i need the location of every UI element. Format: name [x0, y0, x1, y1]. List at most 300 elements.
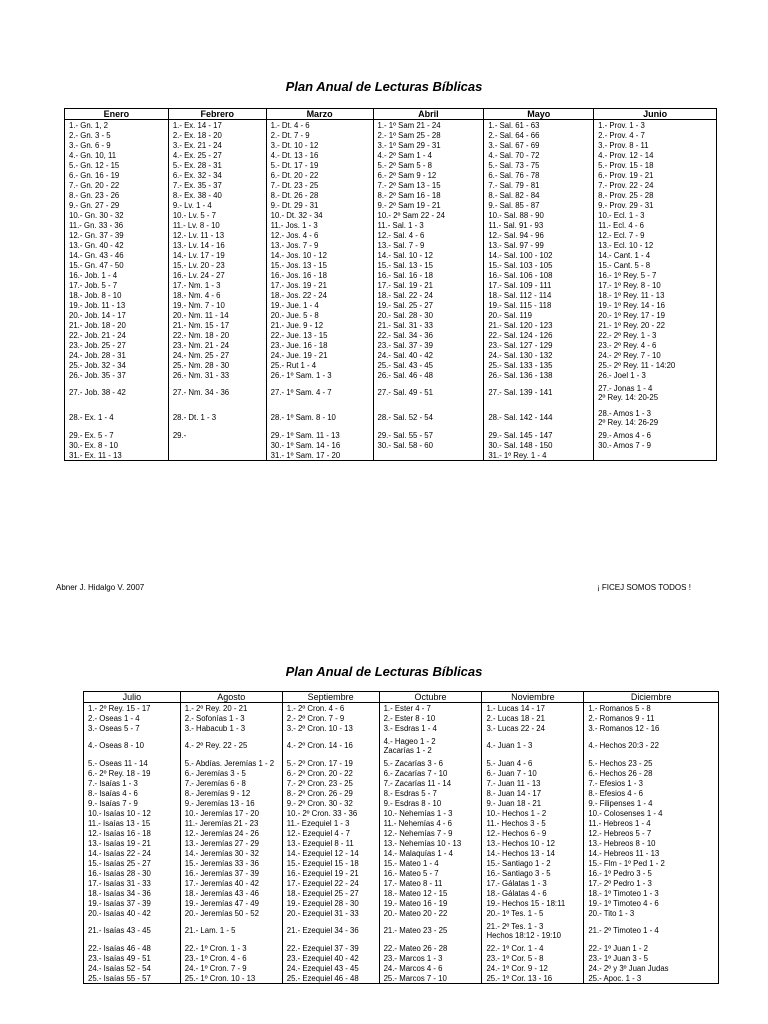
reading-cell: 7.- 2º Cron. 23 - 25 [282, 778, 379, 788]
reading-cell: 10.- Colosenses 1 - 4 [584, 808, 719, 818]
author-credit: Abner J. Hidalgo V. 2007 [56, 583, 145, 592]
reading-cell: 3.- Romanos 12 - 16 [584, 723, 719, 733]
reading-cell: 22.- Jue. 13 - 15 [266, 330, 373, 340]
reading-cell: 19.- Sal. 25 - 27 [373, 300, 484, 310]
reading-cell: 11.- Sal. 91 - 93 [484, 220, 594, 230]
reading-cell: 20.- Jeremías 50 - 52 [180, 908, 282, 918]
reading-cell: 18.- Jeremías 43 - 46 [180, 888, 282, 898]
reading-cell: 26.- Sal. 46 - 48 [373, 370, 484, 380]
reading-cell: 2.- Gn. 3 - 5 [65, 130, 169, 140]
reading-cell: 1.- 2º Cron. 4 - 6 [282, 703, 379, 714]
reading-cell: 5.- Zacarías 3 - 6 [379, 758, 482, 768]
reading-cell: 1.- Ex. 14 - 17 [168, 120, 266, 131]
reading-cell: 7.- Dt. 23 - 25 [266, 180, 373, 190]
table-row [65, 320, 717, 330]
reading-cell: 14.- Lv. 17 - 19 [168, 250, 266, 260]
reading-cell: 23.- Ezequiel 40 - 42 [282, 953, 379, 963]
reading-cell: 5.- Hechos 23 - 25 [584, 758, 719, 768]
page-title-1: Plan Anual de Lecturas Bíblicas [285, 79, 483, 94]
reading-cell: 27.- Sal. 139 - 141 [484, 380, 594, 405]
reading-cell: 9.- 2º Sam 19 - 21 [373, 200, 484, 210]
reading-cell: 17.- Mateo 8 - 11 [379, 878, 482, 888]
reading-cell: 11.- Hebreos 1 - 4 [584, 818, 719, 828]
reading-cell: 13.- Jeremías 27 - 29 [180, 838, 282, 848]
reading-cell: 25.- Marcos 7 - 10 [379, 973, 482, 984]
table-row [65, 300, 717, 310]
reading-cell: 18.- 1º Timoteo 1 - 3 [584, 888, 719, 898]
reading-cell: 6.- Gn. 16 - 19 [65, 170, 169, 180]
reading-cell: 5.- Ex. 28 - 31 [168, 160, 266, 170]
reading-cell: 5.- Prov. 15 - 18 [594, 160, 717, 170]
table-row [84, 858, 719, 868]
reading-cell: 10.- 2º Cron. 33 - 36 [282, 808, 379, 818]
reading-cell: 15.- Mateo 1 - 4 [379, 858, 482, 868]
reading-cell: 30.- Ex. 8 - 10 [65, 440, 169, 450]
reading-cell: 11.- Ecl. 4 - 6 [594, 220, 717, 230]
reading-cell [168, 440, 266, 450]
reading-cell: 20.- Sal. 119 [484, 310, 594, 320]
table-row [84, 713, 719, 723]
reading-cell: 12.- Isaías 16 - 18 [84, 828, 181, 838]
reading-cell: 30.- Sal. 58 - 60 [373, 440, 484, 450]
reading-cell [373, 450, 484, 461]
table-row [65, 250, 717, 260]
reading-cell: 10.- Sal. 88 - 90 [484, 210, 594, 220]
reading-cell: 7.- Sal. 79 - 81 [484, 180, 594, 190]
reading-cell: 20.- Sal. 28 - 30 [373, 310, 484, 320]
reading-cell: 14.- Malaquías 1 - 4 [379, 848, 482, 858]
reading-cell: 24.- Nm. 25 - 27 [168, 350, 266, 360]
reading-cell: 16.- Jeremías 37 - 39 [180, 868, 282, 878]
reading-cell: 18.- Jos. 22 - 24 [266, 290, 373, 300]
reading-cell: 13.- Nehemías 10 - 13 [379, 838, 482, 848]
table-header-row [84, 692, 719, 703]
reading-cell: 21.- Sal. 31 - 33 [373, 320, 484, 330]
reading-cell: 25.- Sal. 43 - 45 [373, 360, 484, 370]
reading-cell: 25.- Isaías 55 - 57 [84, 973, 181, 984]
reading-cell: 13.- Ecl. 10 - 12 [594, 240, 717, 250]
reading-cell: 12.- Hebreos 5 - 7 [584, 828, 719, 838]
reading-cell: 10.- Jeremías 17 - 20 [180, 808, 282, 818]
month-header: Diciembre [584, 692, 719, 703]
reading-cell: 20.- 1º Rey. 17 - 19 [594, 310, 717, 320]
reading-cell: 7.- Prov. 22 - 24 [594, 180, 717, 190]
table-row [65, 130, 717, 140]
reading-cell: 24.- Isaías 52 - 54 [84, 963, 181, 973]
reading-cell: 3.- Gn. 6 - 9 [65, 140, 169, 150]
table-row [84, 898, 719, 908]
reading-cell: 10.- Ecl. 1 - 3 [594, 210, 717, 220]
reading-cell: 4.- Sal. 70 - 72 [484, 150, 594, 160]
reading-cell: 16.- Santiago 3 - 5 [482, 868, 584, 878]
reading-cell: 2.- 2º Cron. 7 - 9 [282, 713, 379, 723]
reading-cell: 5.- Dt. 17 - 19 [266, 160, 373, 170]
reading-cell: 24.- 1º Cor. 9 - 12 [482, 963, 584, 973]
reading-cell: 17.- Job. 5 - 7 [65, 280, 169, 290]
reading-cell: 20.- Nm. 11 - 14 [168, 310, 266, 320]
reading-cell: 17.- Gálatas 1 - 3 [482, 878, 584, 888]
reading-cell: 21.- Lam. 1 - 5 [180, 918, 282, 943]
reading-cell: 3.- 1º Sam 29 - 31 [373, 140, 484, 150]
reading-cell: 9.- Sal. 85 - 87 [484, 200, 594, 210]
reading-cell: 19.- Hechos 15 - 18:11 [482, 898, 584, 908]
table-row [65, 430, 717, 440]
reading-cell: 21.- Job. 18 - 20 [65, 320, 169, 330]
reading-cell: 20.- Mateo 20 - 22 [379, 908, 482, 918]
reading-cell: 21.- 2º Tes. 1 - 3 Hechos 18:12 - 19:10 [482, 918, 584, 943]
month-header: Julio [84, 692, 181, 703]
reading-cell: 5.- Sal. 73 - 75 [484, 160, 594, 170]
reading-cell: 25.- Ezequiel 46 - 48 [282, 973, 379, 984]
reading-cell: 13.- Lv. 14 - 16 [168, 240, 266, 250]
table-row [65, 190, 717, 200]
reading-cell: 4.- Dt. 13 - 16 [266, 150, 373, 160]
reading-cell: 16.- 1º Rey. 5 - 7 [594, 270, 717, 280]
reading-cell: 14.- Gn. 43 - 46 [65, 250, 169, 260]
reading-cell: 9.- Dt. 29 - 31 [266, 200, 373, 210]
table-row [65, 140, 717, 150]
table-row [84, 818, 719, 828]
table-row [65, 260, 717, 270]
reading-cell: 4.- 2º Rey. 22 - 25 [180, 733, 282, 758]
reading-cell: 22.- Isaías 46 - 48 [84, 943, 181, 953]
reading-cell: 20.- Jue. 5 - 8 [266, 310, 373, 320]
reading-cell: 14.- Jos. 10 - 12 [266, 250, 373, 260]
reading-cell: 3.- Oseas 5 - 7 [84, 723, 181, 733]
reading-cell: 18.- Gálatas 4 - 6 [482, 888, 584, 898]
reading-cell: 12.- Sal. 94 - 96 [484, 230, 594, 240]
reading-cell: 2.- Oseas 1 - 4 [84, 713, 181, 723]
reading-cell: 20.- 1º Tes. 1 - 5 [482, 908, 584, 918]
table-row [84, 908, 719, 918]
reading-cell: 13.- Gn. 40 - 42 [65, 240, 169, 250]
reading-cell: 25.- 1º Cron. 10 - 13 [180, 973, 282, 984]
reading-cell: 13.- Sal. 97 - 99 [484, 240, 594, 250]
reading-cell: 11.- Lv. 8 - 10 [168, 220, 266, 230]
month-header: Febrero [168, 109, 266, 120]
reading-cell: 19.- Job. 11 - 13 [65, 300, 169, 310]
reading-cell: 29.- 1º Sam. 11 - 13 [266, 430, 373, 440]
reading-cell: 23.- 1º Cron. 4 - 6 [180, 953, 282, 963]
reading-cell: 26.- 1º Sam. 1 - 3 [266, 370, 373, 380]
reading-cell: 17.- 1º Rey. 8 - 10 [594, 280, 717, 290]
reading-cell [594, 450, 717, 461]
reading-cell: 20.- Tito 1 - 3 [584, 908, 719, 918]
reading-cell: 4.- Hechos 20:3 - 22 [584, 733, 719, 758]
reading-cell: 2.- Prov. 4 - 7 [594, 130, 717, 140]
reading-cell: 10.- Lv. 5 - 7 [168, 210, 266, 220]
table-row [65, 280, 717, 290]
month-header: Noviembre [482, 692, 584, 703]
table-row [84, 808, 719, 818]
table-row [84, 963, 719, 973]
reading-cell: 25.- Sal. 133 - 135 [484, 360, 594, 370]
reading-cell: 22.- Sal. 34 - 36 [373, 330, 484, 340]
reading-cell: 8.- Gn. 23 - 26 [65, 190, 169, 200]
reading-cell: 16.- Ezequiel 19 - 21 [282, 868, 379, 878]
table-row [84, 918, 719, 943]
reading-cell: 13.- Ezequiel 8 - 11 [282, 838, 379, 848]
reading-cell: 27.- Nm. 34 - 36 [168, 380, 266, 405]
reading-cell: 20.- Ezequiel 31 - 33 [282, 908, 379, 918]
reading-cell: 1.- Lucas 14 - 17 [482, 703, 584, 714]
reading-cell: 22.- 1º Cron. 1 - 3 [180, 943, 282, 953]
reading-cell: 27.- Job. 38 - 42 [65, 380, 169, 405]
reading-cell: 21.- 1º Rey. 20 - 22 [594, 320, 717, 330]
reading-cell: 27.- 1º Sam. 4 - 7 [266, 380, 373, 405]
table-header-row [65, 109, 717, 120]
reading-cell: 26.- Job. 35 - 37 [65, 370, 169, 380]
reading-cell: 18.- Sal. 112 - 114 [484, 290, 594, 300]
table-row [84, 838, 719, 848]
reading-cell: 16.- 1º Pedro 3 - 5 [584, 868, 719, 878]
reading-cell: 23.- Sal. 37 - 39 [373, 340, 484, 350]
reading-cell: 29.- Amos 4 - 6 [594, 430, 717, 440]
reading-cell: 22.- Job. 21 - 24 [65, 330, 169, 340]
reading-cell: 3.- Ex. 21 - 24 [168, 140, 266, 150]
reading-cell: 19.- Ezequiel 28 - 30 [282, 898, 379, 908]
table-row [65, 180, 717, 190]
month-header: Mayo [484, 109, 594, 120]
table-row [84, 868, 719, 878]
reading-cell: 22.- 1º Cor. 1 - 4 [482, 943, 584, 953]
reading-cell: 24.- Jue. 19 - 21 [266, 350, 373, 360]
reading-cell: 1.- Sal. 61 - 63 [484, 120, 594, 131]
reading-cell: 1.- Prov. 1 - 3 [594, 120, 717, 131]
reading-cell: 10.- Nehemías 1 - 3 [379, 808, 482, 818]
table-row [84, 723, 719, 733]
reading-cell: 11.- Jos. 1 - 3 [266, 220, 373, 230]
reading-cell: 23.- 2º Rey. 4 - 6 [594, 340, 717, 350]
reading-cell: 15.- Jeremías 33 - 36 [180, 858, 282, 868]
reading-cell: 23.- 1º Juan 3 - 5 [584, 953, 719, 963]
reading-cell: 25.- 2º Rey. 11 - 14:20 [594, 360, 717, 370]
reading-cell: 10.- Isaías 10 - 12 [84, 808, 181, 818]
reading-cell: 20.- Job. 14 - 17 [65, 310, 169, 320]
reading-cell: 1.- Ester 4 - 7 [379, 703, 482, 714]
reading-cell: 17.- Jos. 19 - 21 [266, 280, 373, 290]
reading-cell: 23.- Sal. 127 - 129 [484, 340, 594, 350]
reading-cell: 16.- Jos. 16 - 18 [266, 270, 373, 280]
reading-cell: 20.- Isaías 40 - 42 [84, 908, 181, 918]
reading-cell: 6.- Jeremías 3 - 5 [180, 768, 282, 778]
reading-cell: 18.- 1º Rey. 11 - 13 [594, 290, 717, 300]
reading-cell: 19.- Isaías 37 - 39 [84, 898, 181, 908]
reading-cell: 28.- 1º Sam. 8 - 10 [266, 405, 373, 430]
reading-cell: 16.- Job. 1 - 4 [65, 270, 169, 280]
reading-cell: 1.- Gn. 1, 2 [65, 120, 169, 131]
reading-cell: 21.- Ezequiel 34 - 36 [282, 918, 379, 943]
reading-cell: 11.- Nehemías 4 - 6 [379, 818, 482, 828]
reading-cell: 31.- 1º Rey. 1 - 4 [484, 450, 594, 461]
reading-cell: 2.- Dt. 7 - 9 [266, 130, 373, 140]
reading-cell: 9.- Esdras 8 - 10 [379, 798, 482, 808]
reading-cell: 29.- Sal. 55 - 57 [373, 430, 484, 440]
reading-cell: 21.- Nm. 15 - 17 [168, 320, 266, 330]
table-row [65, 120, 717, 131]
reading-cell: 24.- 2º y 3º Juan Judas [584, 963, 719, 973]
reading-cell: 1.- 2º Rey. 20 - 21 [180, 703, 282, 714]
reading-cell: 8.- Juan 14 - 17 [482, 788, 584, 798]
reading-cell: 29.- Sal. 145 - 147 [484, 430, 594, 440]
reading-cell: 22.- 2º Rey. 1 - 3 [594, 330, 717, 340]
reading-cell: 23.- 1º Cor. 5 - 8 [482, 953, 584, 963]
reading-cell: 15.- Sal. 13 - 15 [373, 260, 484, 270]
reading-cell: 19.- 1º Rey. 14 - 16 [594, 300, 717, 310]
reading-cell: 26.- Sal. 136 - 138 [484, 370, 594, 380]
reading-cell: 3.- Lucas 22 - 24 [482, 723, 584, 733]
reading-cell: 24.- Ezequiel 43 - 45 [282, 963, 379, 973]
reading-cell: 17.- Sal. 109 - 111 [484, 280, 594, 290]
reading-cell: 15.- Isaías 25 - 27 [84, 858, 181, 868]
reading-cell: 21.- Mateo 23 - 25 [379, 918, 482, 943]
reading-cell [168, 450, 266, 461]
reading-cell: 15.- Jos. 13 - 15 [266, 260, 373, 270]
reading-cell: 15.- Lv. 20 - 23 [168, 260, 266, 270]
table-row [65, 380, 717, 405]
reading-cell: 1.- 1º Sam 21 - 24 [373, 120, 484, 131]
reading-cell: 23.- Isaías 49 - 51 [84, 953, 181, 963]
reading-cell: 18.- Job. 8 - 10 [65, 290, 169, 300]
reading-cell: 14.- Cant. 1 - 4 [594, 250, 717, 260]
month-header: Marzo [266, 109, 373, 120]
reading-cell: 25.- Job. 32 - 34 [65, 360, 169, 370]
reading-cell: 28.- Sal. 52 - 54 [373, 405, 484, 430]
table-row [84, 828, 719, 838]
reading-cell: 16.- Sal. 16 - 18 [373, 270, 484, 280]
reading-cell: 14.- Hebreos 11 - 13 [584, 848, 719, 858]
reading-cell: 30.- 1º Sam. 14 - 16 [266, 440, 373, 450]
reading-cell: 12.- Nehemías 7 - 9 [379, 828, 482, 838]
reading-cell: 22.- Ezequiel 37 - 39 [282, 943, 379, 953]
reading-cell: 2.- Lucas 18 - 21 [482, 713, 584, 723]
reading-cell: 9.- Prov. 29 - 31 [594, 200, 717, 210]
reading-cell: 9.- 2º Cron. 30 - 32 [282, 798, 379, 808]
reading-cell: 9.- Isaías 7 - 9 [84, 798, 181, 808]
reading-cell: 14.- Isaías 22 - 24 [84, 848, 181, 858]
reading-cell: 11.- Sal. 1 - 3 [373, 220, 484, 230]
reading-cell: 2.- Sofonías 1 - 3 [180, 713, 282, 723]
reading-cell: 14.- Sal. 100 - 102 [484, 250, 594, 260]
reading-cell: 12.- Hechos 6 - 9 [482, 828, 584, 838]
reading-cell: 26.- Joel 1 - 3 [594, 370, 717, 380]
reading-cell: 7.- Efesios 1 - 3 [584, 778, 719, 788]
table-row [65, 350, 717, 360]
reading-cell: 22.- Mateo 26 - 28 [379, 943, 482, 953]
reading-cell: 14.- Hechos 13 - 14 [482, 848, 584, 858]
reading-cell: 8.- Dt. 26 - 28 [266, 190, 373, 200]
reading-cell: 24.- 1º Cron. 7 - 9 [180, 963, 282, 973]
month-header: Junio [594, 109, 717, 120]
reading-cell: 17.- Isaías 31 - 33 [84, 878, 181, 888]
reading-cell: 22.- Sal. 124 - 126 [484, 330, 594, 340]
reading-cell: 30.- Sal. 148 - 150 [484, 440, 594, 450]
reading-cell: 11.- Gn. 33 - 36 [65, 220, 169, 230]
reading-cell: 28.- Sal. 142 - 144 [484, 405, 594, 430]
reading-cell: 15.- Flm - 1º Ped 1 - 2 [584, 858, 719, 868]
reading-cell: 23.- Job. 25 - 27 [65, 340, 169, 350]
reading-cell: 7.- 2º Sam 13 - 15 [373, 180, 484, 190]
reading-cell: 5.- Juan 4 - 6 [482, 758, 584, 768]
reading-cell: 19.- Jeremías 47 - 49 [180, 898, 282, 908]
reading-cell: 12.- Gn. 37 - 39 [65, 230, 169, 240]
table-row [65, 170, 717, 180]
reading-cell: 14.- Jeremías 30 - 32 [180, 848, 282, 858]
reading-cell: 5.- Gn. 12 - 15 [65, 160, 169, 170]
reading-cell: 23.- Nm. 21 - 24 [168, 340, 266, 350]
reading-cell: 5.- 2º Sam 5 - 8 [373, 160, 484, 170]
reading-cell: 6.- Ex. 32 - 34 [168, 170, 266, 180]
table-row [84, 778, 719, 788]
reading-cell: 1.- Romanos 5 - 8 [584, 703, 719, 714]
reading-cell: 8.- 2º Cron. 26 - 29 [282, 788, 379, 798]
reading-cell: 7.- Jeremías 6 - 8 [180, 778, 282, 788]
reading-cell: 4.- 2º Sam 1 - 4 [373, 150, 484, 160]
reading-cell: 19.- Nm. 7 - 10 [168, 300, 266, 310]
table-row [65, 270, 717, 280]
month-header: Octubre [379, 692, 482, 703]
table-row [65, 220, 717, 230]
reading-cell: 7.- Ex. 35 - 37 [168, 180, 266, 190]
reading-cell: 4.- Gn. 10, 11 [65, 150, 169, 160]
reading-plan-table-2 [83, 691, 719, 984]
table-row [65, 230, 717, 240]
reading-cell: 4.- Juan 1 - 3 [482, 733, 584, 758]
reading-cell: 4.- Oseas 8 - 10 [84, 733, 181, 758]
reading-cell: 11.- Ezequiel 1 - 3 [282, 818, 379, 828]
reading-cell: 28.- Dt. 1 - 3 [168, 405, 266, 430]
reading-cell: 1.- 2º Rey. 15 - 17 [84, 703, 181, 714]
reading-cell: 2.- Ester 8 - 10 [379, 713, 482, 723]
reading-cell: 31.- 1º Sam. 17 - 20 [266, 450, 373, 461]
reading-cell: 19.- Mateo 16 - 19 [379, 898, 482, 908]
reading-cell: 18.- Sal. 22 - 24 [373, 290, 484, 300]
reading-cell: 28.- Ex. 1 - 4 [65, 405, 169, 430]
table-row [65, 440, 717, 450]
table-row [84, 848, 719, 858]
reading-cell: 15.- Sal. 103 - 105 [484, 260, 594, 270]
reading-cell: 17.- Nm. 1 - 3 [168, 280, 266, 290]
reading-cell: 6.- 2º Cron. 20 - 22 [282, 768, 379, 778]
reading-cell: 12.- Sal. 4 - 6 [373, 230, 484, 240]
reading-cell: 6.- 2º Rey. 18 - 19 [84, 768, 181, 778]
reading-cell: 13.- Jos. 7 - 9 [266, 240, 373, 250]
reading-cell: 15.- Gn. 47 - 50 [65, 260, 169, 270]
table-row [65, 240, 717, 250]
reading-cell: 17.- Jeremías 40 - 42 [180, 878, 282, 888]
reading-cell: 6.- 2º Sam 9 - 12 [373, 170, 484, 180]
reading-cell: 27.- Sal. 49 - 51 [373, 380, 484, 405]
reading-cell: 17.- Ezequiel 22 - 24 [282, 878, 379, 888]
reading-cell: 29.- [168, 430, 266, 440]
reading-cell: 24.- Marcos 4 - 6 [379, 963, 482, 973]
reading-cell: 5.- Abdías. Jeremías 1 - 2 [180, 758, 282, 768]
reading-cell: 12.- Jos. 4 - 6 [266, 230, 373, 240]
reading-cell: 26.- Nm. 31 - 33 [168, 370, 266, 380]
reading-cell: 16.- Mateo 5 - 7 [379, 868, 482, 878]
month-header: Enero [65, 109, 169, 120]
table-row [65, 370, 717, 380]
reading-cell: 7.- Juan 11 - 13 [482, 778, 584, 788]
reading-cell: 16.- Isaías 28 - 30 [84, 868, 181, 878]
table-row [84, 973, 719, 984]
reading-cell: 10.- Dt. 32 - 34 [266, 210, 373, 220]
reading-cell: 25.- Apoc. 1 - 3 [584, 973, 719, 984]
table-row [65, 310, 717, 320]
reading-cell: 2.- Romanos 9 - 11 [584, 713, 719, 723]
reading-cell: 21.- Sal. 120 - 123 [484, 320, 594, 330]
reading-cell: 9.- Lv. 1 - 4 [168, 200, 266, 210]
